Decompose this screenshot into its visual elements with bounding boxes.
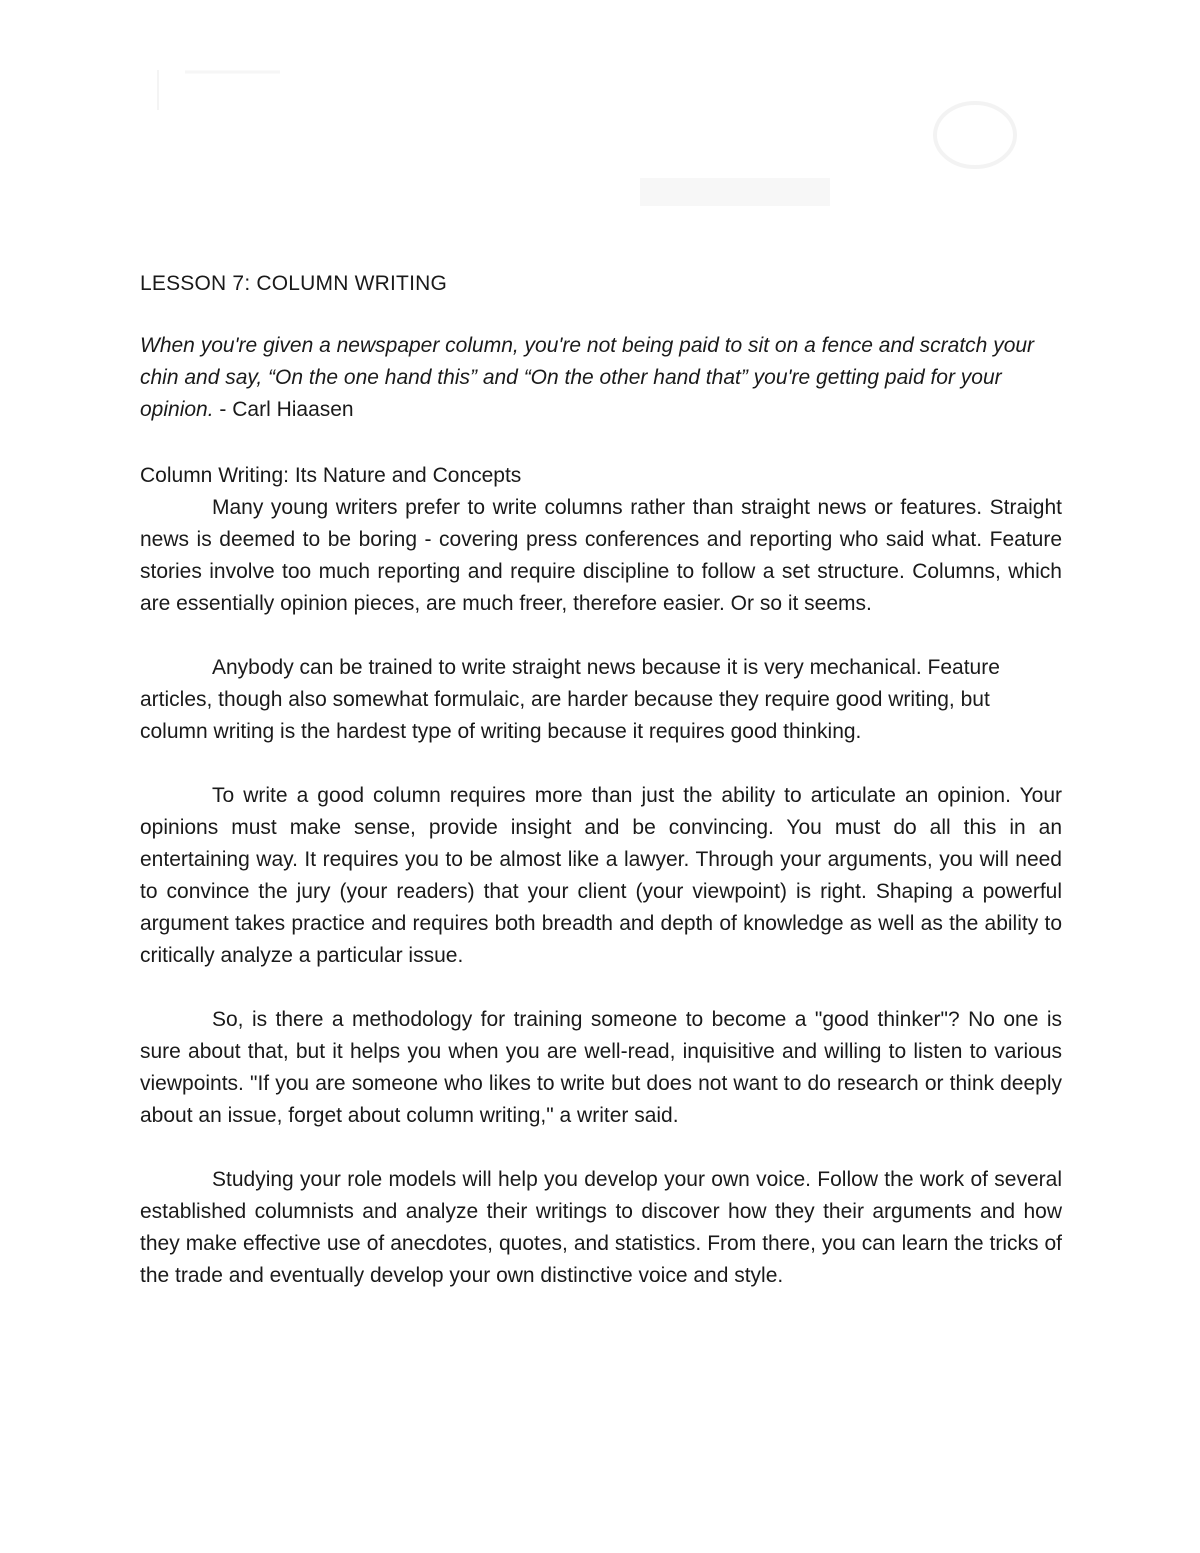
quote-text: When you're given a newspaper column, you're not being paid to sit on a fence and scratch your chin and say, “On the one hand this” and “On the other hand that” you're getting paid for your opinion. bbox=[140, 334, 1035, 421]
paragraph-1: Many young writers prefer to write columns rather than straight news or features. Straight news is deemed to be boring - covering press conferences and reporting who said what. Feature stories involve too much reporting and require discipline to follow a set structure. Columns, which are essentially opinion pieces, are much freer, therefore easier. Or so it seems. bbox=[140, 496, 1062, 615]
section-heading: Column Writing: Its Nature and Concepts bbox=[140, 464, 522, 487]
quote-attribution: - Carl Hiaasen bbox=[213, 398, 354, 421]
paragraph-3: To write a good column requires more than just the ability to articulate an opinion. Your opinions must make sense, provide insight and be convincing. You must do all this in an entertaining way. It requires you to be almost like a lawyer. Through your arguments, you will need to convince the jury (your readers) that your client (your viewpoint) is right. Shaping a powerful argument takes practice and requires both breadth and depth of knowledge as well as the ability to critically analyze a particular issue. bbox=[140, 784, 1062, 967]
paragraph-4: So, is there a methodology for training someone to become a "good thinker"? No one is sure about that, but it helps you when you are well-read, inquisitive and willing to listen to various viewpoints. "If you are someone who likes to write but does not want to do research or think deeply about an issue, forget about column writing," a writer said. bbox=[140, 1008, 1062, 1127]
document-body bbox=[140, 268, 1062, 1324]
paragraph-2: Anybody can be trained to write straight news because it is very mechanical. Feature articles, though also somewhat formulaic, are harder because they require good writing, but column writing is the hardest type of writing because it requires good thinking. bbox=[140, 656, 1000, 743]
paragraph-5: Studying your role models will help you develop your own voice. Follow the work of several established columnists and analyze their writings to discover how they their arguments and how they make effective use of anecdotes, quotes, and statistics. From there, you can learn the tricks of the trade and eventually develop your own distinctive voice and style. bbox=[140, 1168, 1062, 1287]
epigraph-quote bbox=[140, 330, 1062, 426]
lesson-title: LESSON 7: COLUMN WRITING bbox=[140, 272, 448, 295]
header-watermark-icon bbox=[0, 0, 1200, 230]
